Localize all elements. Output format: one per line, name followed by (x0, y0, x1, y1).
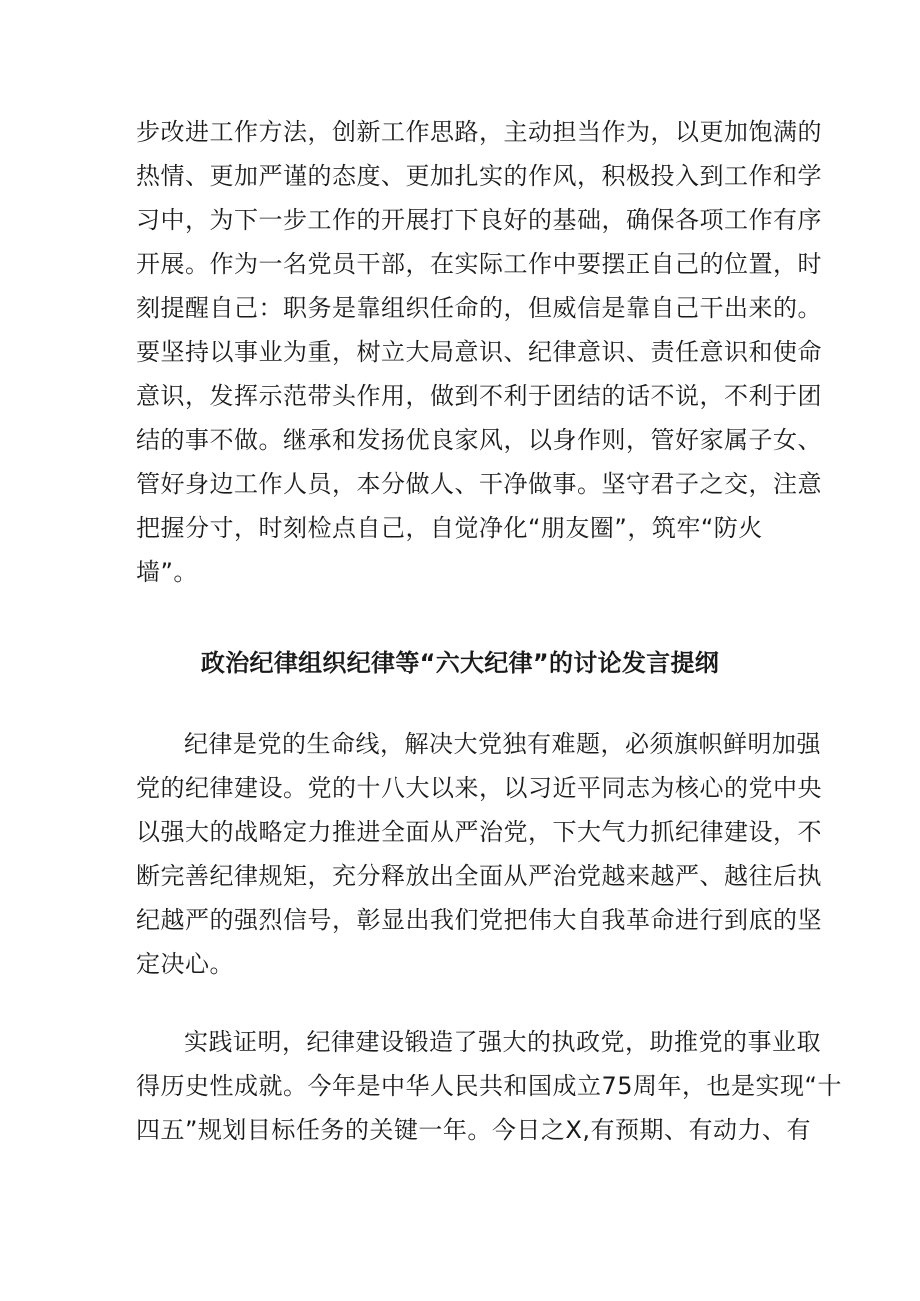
paragraph-line: 习中，为下一步工作的开展打下良好的基础，确保各项工作有序 (136, 206, 822, 234)
paragraph-line: 实践证明，纪律建设锻造了强大的执政党，助推党的事业取 (184, 1028, 821, 1056)
paragraph-line: 以强大的战略定力推进全面从严治党，下大气力抓纪律建设，不 (136, 818, 822, 846)
section-heading: 政治纪律组织纪律等“六大纪律”的讨论发言提纲 (200, 649, 720, 677)
paragraph-line: 把握分寸，时刻检点自己，自觉净化“朋友圈”，筑牢“防火 (136, 514, 763, 542)
paragraph-line: 结的事不做。继承和发扬优良家风，以身作则，管好家属子女、 (136, 426, 822, 454)
paragraph-line: 管好身边工作人员，本分做人、干净做事。坚守君子之交，注意 (136, 470, 822, 498)
paragraph-line: 墙”。 (136, 558, 198, 586)
continued-paragraph (136, 110, 822, 594)
practice-paragraph (136, 1020, 842, 1152)
paragraph-line: 纪律是党的生命线，解决大党独有难题，必须旗帜鲜明加强 (184, 730, 821, 758)
paragraph-line: 得历史性成就。今年是中华人民共和国成立75周年，也是实现“十 (136, 1072, 842, 1100)
paragraph-line: 意识，发挥示范带头作用，做到不利于团结的话不说，不利于团 (136, 382, 822, 410)
paragraph-line: 定决心。 (136, 950, 234, 978)
paragraph-line: 刻提醒自己：职务是靠组织任命的，但威信是靠自己干出来的。 (136, 294, 822, 322)
paragraph-line: 热情、更加严谨的态度、更加扎实的作风，积极投入到工作和学 (136, 162, 822, 190)
paragraph-line: 开展。作为一名党员干部，在实际工作中要摆正自己的位置，时 (136, 250, 822, 278)
paragraph-line: 步改进工作方法，创新工作思路，主动担当作为，以更加饱满的 (136, 118, 822, 146)
discipline-paragraph (136, 722, 822, 986)
paragraph-line: 纪越严的强烈信号，彰显出我们党把伟大自我革命进行到底的坚 (136, 906, 822, 934)
paragraph-line: 断完善纪律规矩，充分释放出全面从严治党越来越严、越往后执 (136, 862, 822, 890)
paragraph-line: 要坚持以事业为重，树立大局意识、纪律意识、责任意识和使命 (136, 338, 822, 366)
paragraph-line: 党的纪律建设。党的十八大以来，以习近平同志为核心的党中央 (136, 774, 822, 802)
paragraph-line: 四五”规划目标任务的关键一年。今日之X,有预期、有动力、有 (136, 1116, 812, 1144)
